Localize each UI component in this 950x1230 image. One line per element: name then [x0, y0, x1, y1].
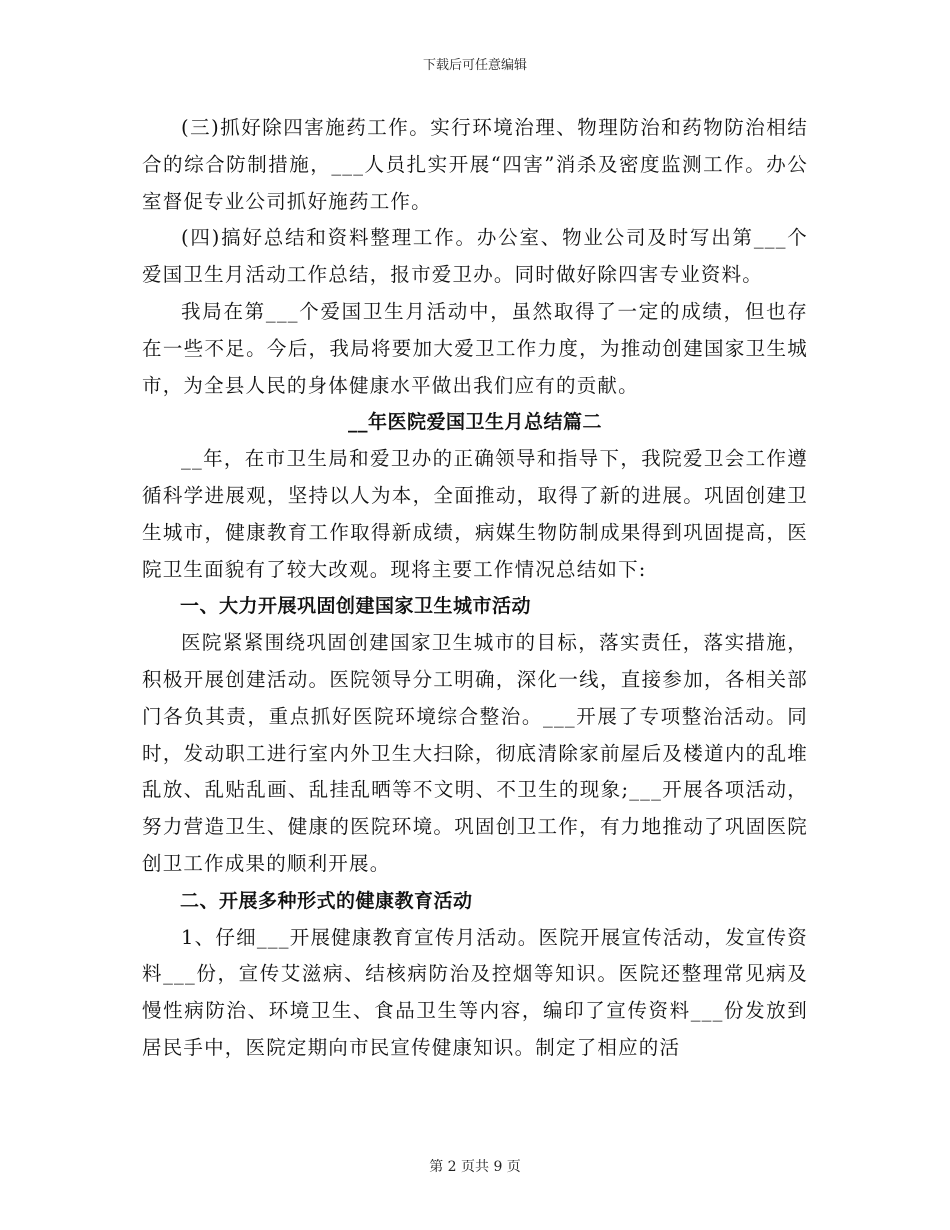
document-body	[142, 110, 808, 1067]
heading-2-paragraph: 1、仔细___开展健康教育宣传月活动。医院开展宣传活动，发宣传资料___份，宣传艾滋病、结核病防治及控烟等知识。医院还整理常见病及慢性病防治、环境卫生、食品卫生等内容，编印了宣传资料___份发放到居民手中，医院定期向市民宣传健康知识。制定了相应的活	[142, 925, 808, 1059]
paragraph: (三)抓好除四害施药工作。实行环境治理、物理防治和药物防治相结合的综合防制措施，___人员扎实开展“四害”消杀及密度监测工作。办公室督促专业公司抓好施药工作。	[142, 116, 808, 213]
heading-1: 一、大力开展巩固创建国家卫生城市活动	[180, 595, 532, 618]
page-header: 下载后可任意编辑	[422, 58, 527, 73]
heading-2: 二、开展多种形式的健康教育活动	[180, 889, 473, 912]
intro-paragraph: __年，在市卫生局和爱卫办的正确领导和指导下，我院爱卫会工作遵循科学进展观，坚持以人为本，全面推动，取得了新的进展。巩固创建卫生城市，健康教育工作取得新成绩，病媒生物防制成果得到巩固提高，医院卫生面貌有了较大改观。现将主要工作情况总结如下:	[142, 447, 808, 581]
paragraph: (四)搞好总结和资料整理工作。办公室、物业公司及时写出第___个爱国卫生月活动工作总结，报市爱卫办。同时做好除四害专业资料。	[142, 226, 808, 287]
page-footer: 第 2 页共 9 页	[429, 1159, 521, 1175]
heading-1-paragraph: 医院紧紧围绕巩固创建国家卫生城市的目标，落实责任，落实措施，积极开展创建活动。医院领导分工明确，深化一线，直接参加，各相关部门各负其责，重点抓好医院环境综合整治。___开展了专项整治活动。同时，发动职工进行室内外卫生大扫除，彻底清除家前屋后及楼道内的乱堆乱放、乱贴乱画、乱挂乱晒等不文明、不卫生的现象;___开展各项活动，努力营造卫生、健康的医院环境。巩固创卫工作，有力地推动了巩固医院创卫工作成果的顺利开展。	[142, 631, 808, 875]
section-title: __年医院爱国卫生月总结篇二	[347, 411, 602, 434]
paragraph: 我局在第___个爱国卫生月活动中，虽然取得了一定的成绩，但也存在一些不足。今后，我局将要加大爱卫工作力度，为推动创建国家卫生城市，为全县人民的身体健康水平做出我们应有的贡献。	[142, 299, 808, 397]
